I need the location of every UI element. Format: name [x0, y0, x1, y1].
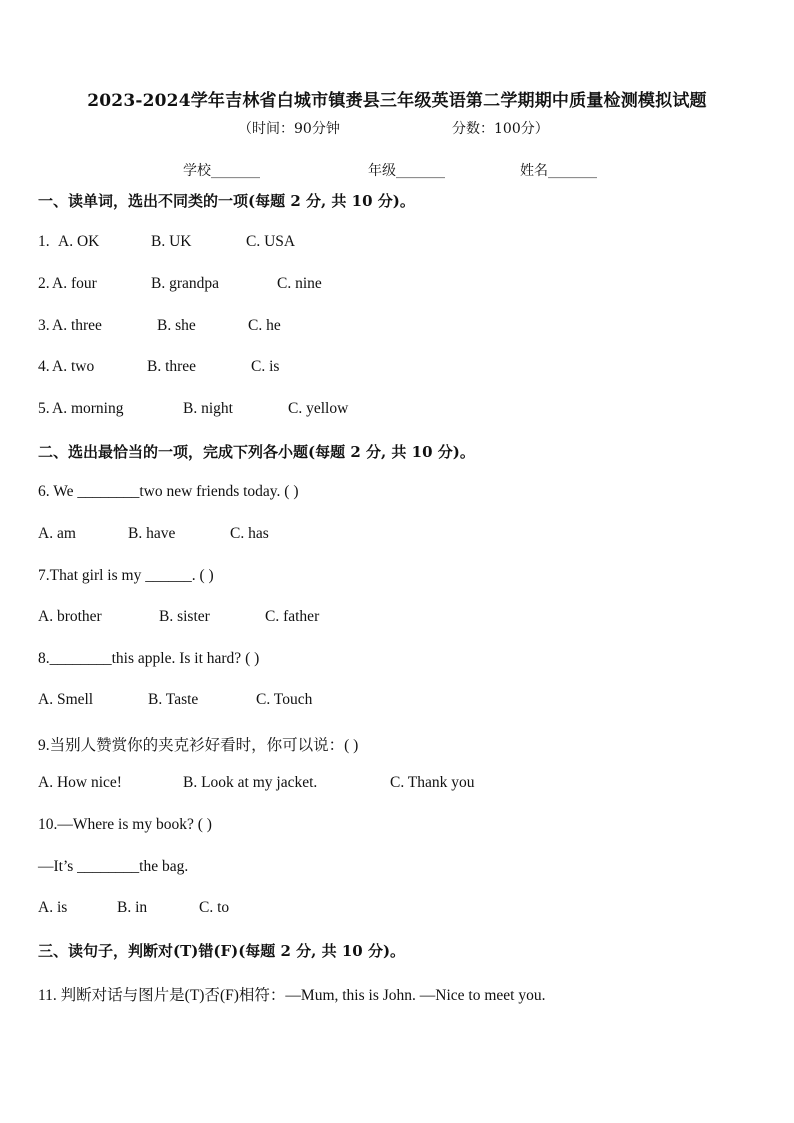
- question-10-line2: —It’s ________the bag.: [38, 858, 189, 875]
- name-field: 姓名_______: [520, 163, 597, 179]
- option-c: C. he: [248, 317, 281, 334]
- option-b: B. she: [157, 317, 196, 334]
- option-b: B. have: [128, 525, 176, 542]
- question-10-stem: 10.—Where is my book? ( ): [38, 816, 212, 833]
- question-10-options: [38, 899, 758, 921]
- option-a: A. is: [38, 899, 68, 916]
- school-field: 学校_______: [183, 163, 260, 179]
- question-11-stem: 11. 判断对话与图片是(T)否(F)相符：—Mum, this is John. —Nice to meet you.: [38, 987, 546, 1004]
- option-c: C. USA: [246, 233, 296, 250]
- question-7-options: [38, 608, 758, 630]
- exam-title: 2023-2024学年吉林省白城市镇赉县三年级英语第二学期期中质量检测模拟试题: [87, 91, 707, 111]
- question-8-options: [38, 691, 758, 713]
- option-c: C. nine: [277, 275, 322, 292]
- question-6-options: [38, 525, 758, 547]
- question-number: 3.: [38, 317, 50, 334]
- question-4: [38, 358, 758, 380]
- option-b: B. Taste: [148, 691, 199, 708]
- section1-heading: 一、读单词，选出不同类的一项(每题 2 分, 共 10 分)。: [38, 192, 415, 210]
- option-a: A. Smell: [38, 691, 94, 708]
- option-c: C. Touch: [256, 691, 313, 708]
- question-1: [38, 233, 758, 255]
- option-b: B. in: [117, 899, 148, 916]
- option-b: B. night: [183, 400, 233, 417]
- option-b: B. UK: [151, 233, 192, 250]
- exam-time: （时间：90分钟: [238, 121, 340, 137]
- question-2: [38, 275, 758, 297]
- option-c: C. is: [251, 358, 280, 375]
- question-6-stem: 6. We ________two new friends today. ( ): [38, 483, 299, 500]
- question-number: 2.: [38, 275, 50, 292]
- section3-heading: 三、读句子，判断对(T)错(F)(每题 2 分, 共 10 分)。: [38, 942, 406, 960]
- option-a: A. two: [52, 358, 95, 375]
- option-a: A. How nice!: [38, 774, 122, 791]
- grade-field: 年级_______: [368, 163, 445, 179]
- question-number: 1.: [38, 233, 50, 250]
- question-3: [38, 317, 758, 339]
- option-a: A. OK: [58, 233, 100, 250]
- option-b: B. three: [147, 358, 197, 375]
- option-b: B. Look at my jacket.: [183, 774, 318, 791]
- option-c: C. to: [199, 899, 230, 916]
- option-b: B. sister: [159, 608, 210, 625]
- option-c: C. Thank you: [390, 774, 475, 791]
- question-5: [38, 400, 758, 422]
- section2-heading: 二、选出最恰当的一项，完成下列各小题(每题 2 分, 共 10 分)。: [38, 443, 475, 461]
- exam-score: 分数：100分）: [452, 121, 549, 137]
- option-b: B. grandpa: [151, 275, 220, 292]
- option-a: A. brother: [38, 608, 102, 625]
- question-9-options: [38, 774, 758, 796]
- option-a: A. four: [52, 275, 97, 292]
- question-9-stem: 9.当别人赞赏你的夹克衫好看时，你可以说：( ): [38, 737, 359, 754]
- question-8-stem: 8.________this apple. Is it hard? ( ): [38, 650, 260, 667]
- question-number: 5.: [38, 400, 50, 417]
- question-number: 4.: [38, 358, 50, 375]
- option-c: C. father: [265, 608, 320, 625]
- question-7-stem: 7.That girl is my ______. ( ): [38, 567, 214, 584]
- option-a: A. am: [38, 525, 76, 542]
- option-a: A. three: [52, 317, 102, 334]
- option-a: A. morning: [52, 400, 124, 417]
- option-c: C. has: [230, 525, 269, 542]
- option-c: C. yellow: [288, 400, 349, 417]
